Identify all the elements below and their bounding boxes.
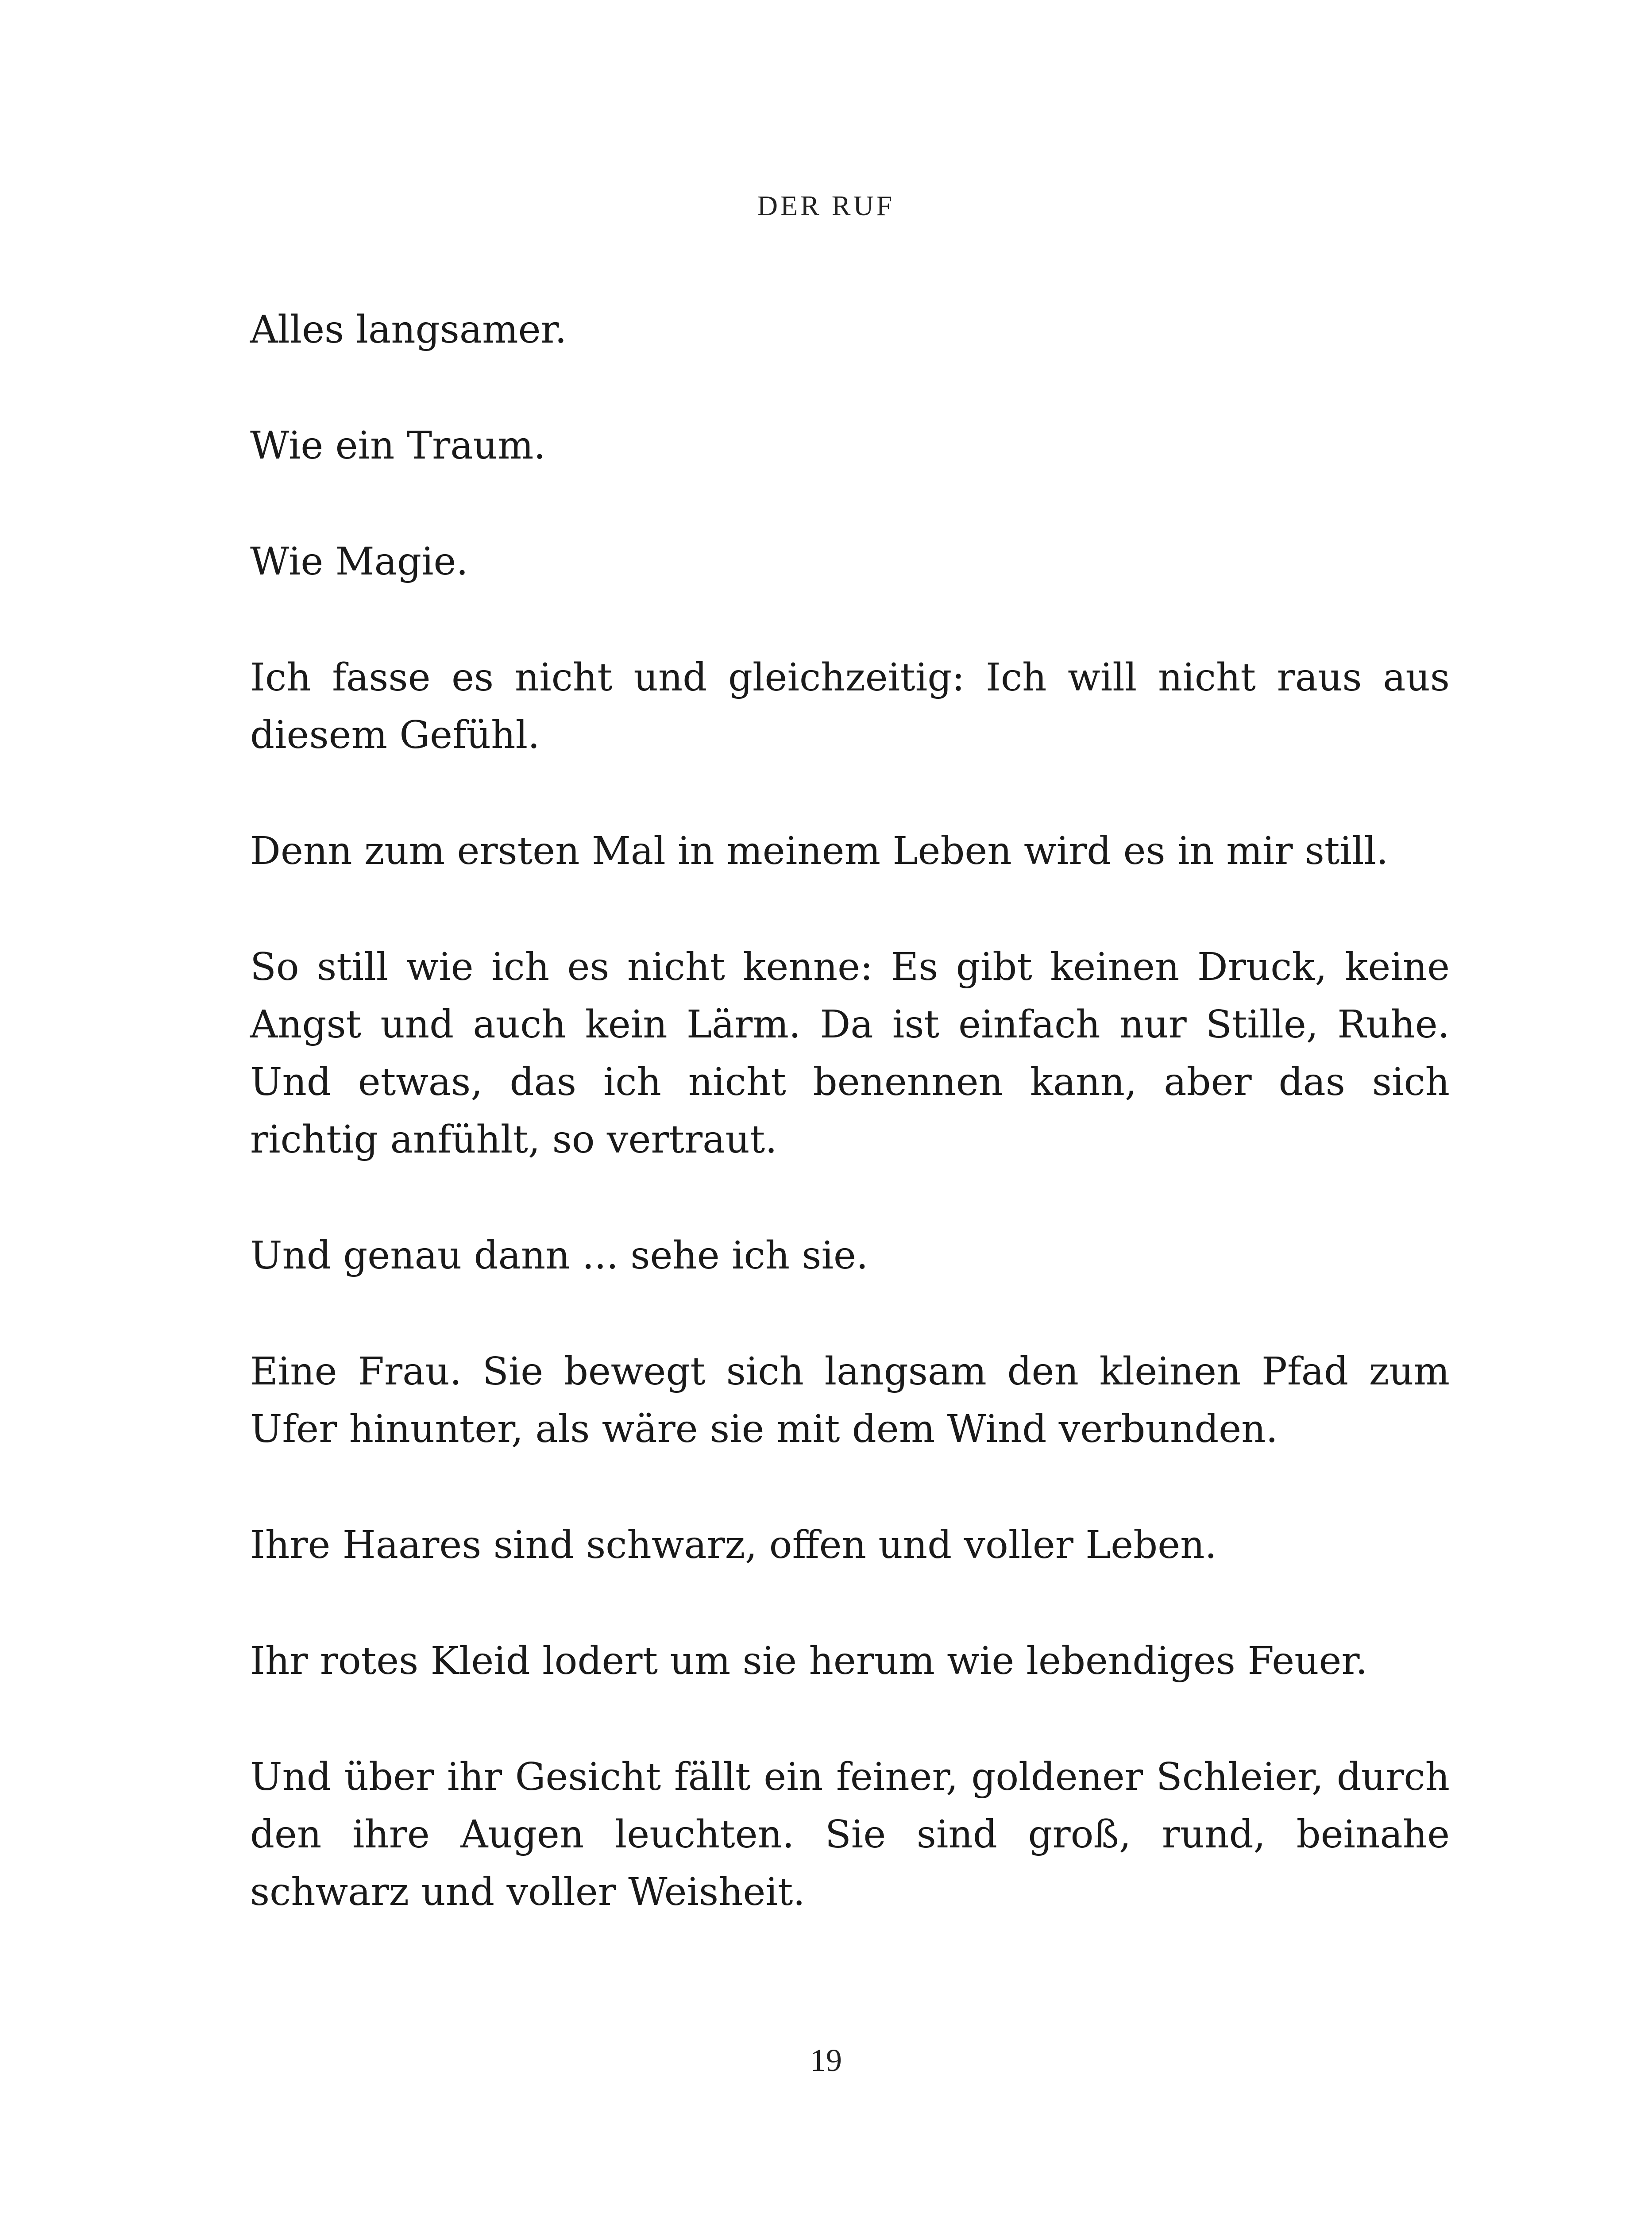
body-text: [250, 301, 1450, 1979]
paragraph-7: Und genau dann ... sehe ich sie.: [250, 1234, 868, 1278]
paragraph-3: Wie Magie.: [250, 540, 468, 584]
paragraph-10: Ihr rotes Kleid lodert um sie herum wie lebendiges Feuer.: [250, 1639, 1368, 1683]
paragraph-6: So still wie ich es nicht kenne: Es gibt keinen Druck, keine Angst und auch kein Lärm. Da ist einfach nur Stille, Ruhe. Und etwas, das ich nicht benennen kann, aber das sich richtig anfühlt, so vertraut.: [250, 945, 1450, 1162]
paragraph-11: Und über ihr Gesicht fällt ein feiner, goldener Schleier, durch den ihre Augen leuchten. Sie sind groß, rund, beinahe schwarz und voller Weisheit.: [250, 1755, 1450, 1914]
paragraph-1: Alles langsamer.: [250, 308, 567, 352]
paragraph-5: Denn zum ersten Mal in meinem Leben wird es in mir still.: [250, 829, 1389, 873]
paragraph-4: Ich fasse es nicht und gleichzeitig: Ich will nicht raus aus diesem Gefühl.: [250, 655, 1450, 757]
paragraph-9: Ihre Haares sind schwarz, offen und voller Leben.: [250, 1523, 1217, 1567]
paragraph-8: Eine Frau. Sie bewegt sich langsam den kleinen Pfad zum Ufer hinunter, als wäre sie mit dem Wind verbunden.: [250, 1349, 1450, 1451]
running-header: DER RUF: [757, 190, 895, 221]
paragraph-2: Wie ein Traum.: [250, 424, 546, 468]
page-number: 19: [810, 2043, 842, 2078]
